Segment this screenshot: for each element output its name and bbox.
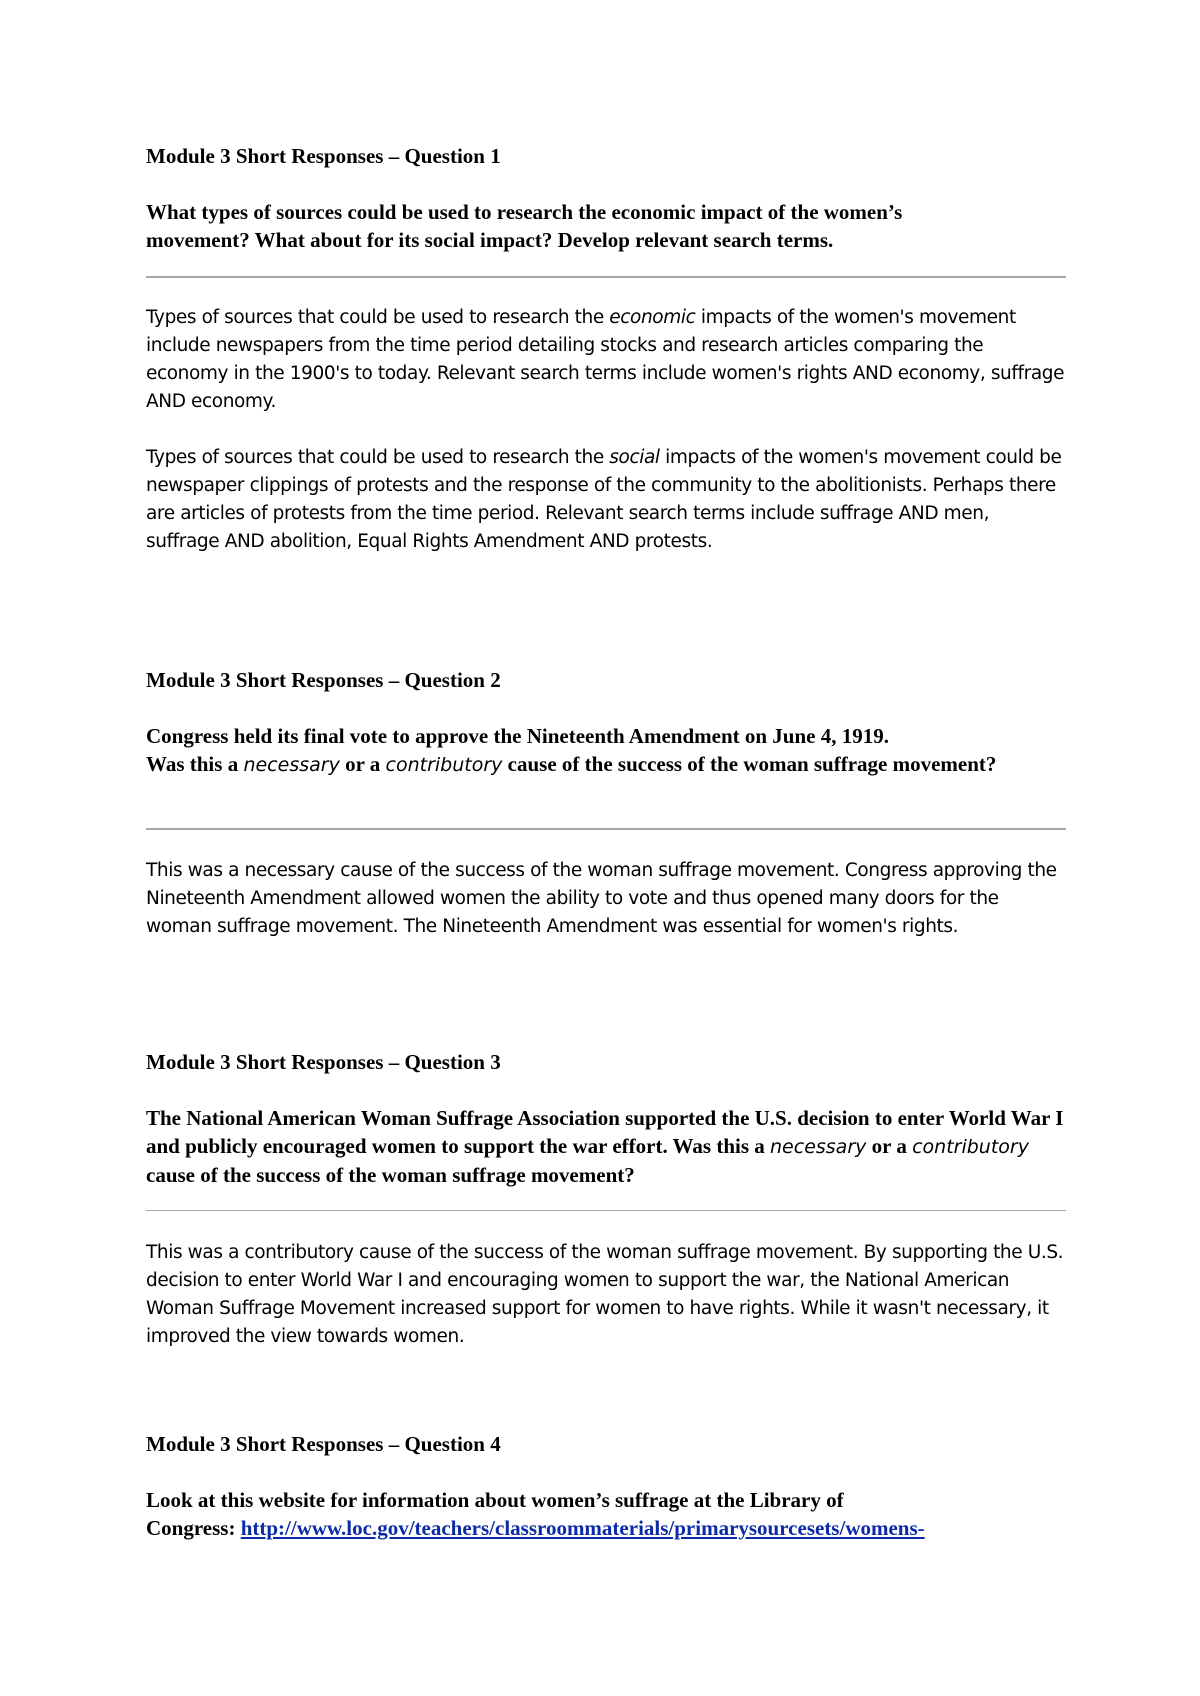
- section-heading: Module 3 Short Responses – Question 2: [146, 668, 501, 692]
- answer-emphasis: social: [609, 447, 660, 468]
- question-text: cause of the success of the woman suffrage movement?: [146, 1163, 635, 1187]
- question-text: Congress:: [146, 1516, 241, 1540]
- question-text: The National American Woman Suffrage Association supported the U.S. decision to enter World War I and publicly encouraged women to support the war effort. Was this a: [146, 1106, 1064, 1158]
- question-prompt: [146, 1486, 1066, 1542]
- question-text: or a: [339, 752, 386, 776]
- question-text: cause of the success of the woman suffrage movement?: [502, 752, 997, 776]
- loc-website-link[interactable]: http://www.loc.gov/teachers/classroommaterials/primarysourcesets/womens-: [240, 1516, 925, 1540]
- section-question-1: [146, 142, 1066, 254]
- answer-text: Types of sources that could be used to research the: [146, 307, 610, 328]
- answer-paragraph: This was a necessary cause of the success of the woman suffrage movement. Congress approving the Nineteenth Amendment allowed women the ability to vote and thus opened many doors for the woman suffrage movement. The Nineteenth Amendment was essential for women's rights.: [146, 860, 1057, 937]
- section-question-3: [146, 1048, 1066, 1189]
- question-emphasis: necessary: [770, 1136, 867, 1158]
- question-emphasis: contributory: [912, 1136, 1029, 1158]
- question-line: movement? What about for its social impact? Develop relevant search terms.: [146, 228, 834, 252]
- divider: [146, 276, 1066, 278]
- answer-text: impacts of the women's movement could be newspaper clippings of protests and the response of the community to the abolitionists. Perhaps there are articles of protests from the time period. Relevant search terms include suffrage AND men, suffrage AND abolition, Equal Rights Amendment AND protests.: [146, 447, 1062, 552]
- question-text: or a: [866, 1134, 913, 1158]
- section-heading: Module 3 Short Responses – Question 4: [146, 1432, 501, 1456]
- divider: [146, 1210, 1066, 1211]
- answer-text: impacts of the women's movement include newspapers from the time period detailing stocks and research articles comparing the economy in the 1900's to today. Relevant search terms include women's rights AND economy, suffrage AND economy.: [146, 307, 1065, 412]
- answer-paragraph: [146, 304, 1066, 416]
- question-prompt: [146, 198, 1066, 254]
- section-heading: Module 3 Short Responses – Question 1: [146, 144, 501, 168]
- answer-question-3: [146, 1239, 1066, 1351]
- section-question-2: [146, 666, 1066, 779]
- section-heading: Module 3 Short Responses – Question 3: [146, 1050, 501, 1074]
- answer-emphasis: economic: [609, 307, 696, 328]
- answer-paragraph: This was a contributory cause of the success of the woman suffrage movement. By supporting the U.S. decision to enter World War I and encouraging women to support the war, the National American Woman Suffrage Movement increased support for women to have rights. While it wasn't necessary, it improved the view towards women.: [146, 1242, 1064, 1347]
- section-question-4: [146, 1430, 1066, 1542]
- question-text: Was this a: [146, 752, 244, 776]
- question-line: Look at this website for information about women’s suffrage at the Library of: [146, 1488, 844, 1512]
- answer-paragraph: [146, 444, 1066, 556]
- question-emphasis: contributory: [385, 754, 503, 776]
- question-emphasis: necessary: [243, 754, 340, 776]
- question-line: Congress held its final vote to approve the Nineteenth Amendment on June 4, 1919.: [146, 724, 889, 748]
- answer-question-1: [146, 304, 1066, 556]
- question-prompt: [146, 1104, 1066, 1189]
- question-prompt: [146, 722, 1066, 779]
- answer-text: Types of sources that could be used to research the: [146, 447, 610, 468]
- divider: [146, 828, 1066, 830]
- answer-question-2: [146, 857, 1066, 941]
- question-line: What types of sources could be used to research the economic impact of the women’s: [146, 200, 903, 224]
